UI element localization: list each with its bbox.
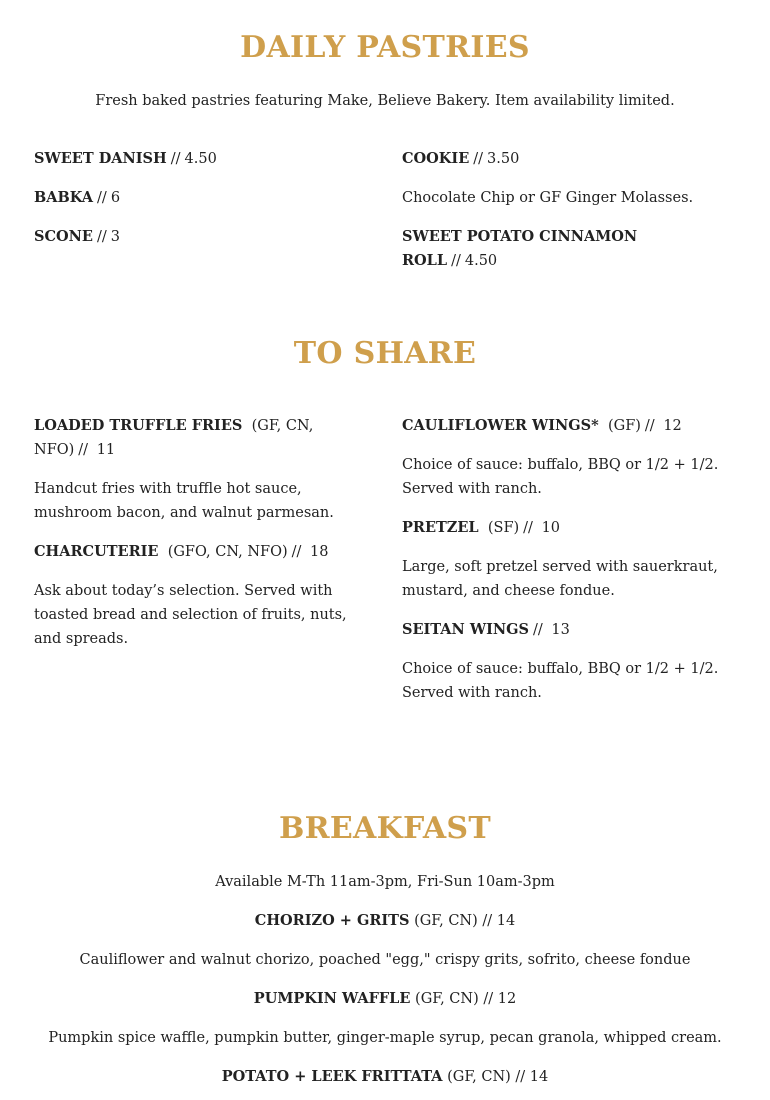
menu-item-truffle-fries: [34, 414, 359, 462]
separator: //: [96, 229, 107, 245]
charcuterie-description: Ask about today’s selection. Served with toasted bread and selection of fruits, nuts, and spreads.: [34, 583, 347, 647]
item-price: 3.50: [487, 151, 520, 167]
seitan-wings-description: Choice of sauce: buffalo, BBQ or 1/2 + 1/2. Served with ranch.: [402, 661, 719, 701]
separator: //: [78, 442, 89, 458]
separator: //: [291, 544, 302, 560]
item-name: SCONE: [34, 228, 93, 245]
item-tags: (GF, CN, NFO): [34, 418, 314, 458]
chorizo-grits-description: Cauliflower and walnut chorizo, poached "egg," crispy grits, sofrito, cheese fondue: [79, 952, 691, 968]
separator: //: [533, 622, 543, 638]
item-price: 12: [663, 418, 682, 434]
item-name: COOKIE: [402, 150, 470, 167]
separator: //: [451, 253, 461, 269]
separator: //: [644, 418, 655, 434]
item-tags: (GF): [607, 418, 641, 434]
item-tags-price: (GF, CN) // 12: [415, 991, 517, 1007]
item-name: BABKA: [34, 189, 94, 206]
item-name: CAULIFLOWER WINGS*: [402, 417, 599, 434]
section-title-share: TO SHARE: [293, 336, 477, 371]
item-name: PRETZEL: [402, 519, 479, 536]
item-tags: (GFO, CN, NFO): [167, 544, 288, 560]
item-name: LOADED TRUFFLE FRIES: [34, 417, 243, 434]
menu-item-cookie: [402, 147, 737, 171]
item-price: 11: [96, 442, 116, 458]
item-price: 4.50: [184, 151, 217, 167]
menu-item-pumpkin-waffle: [0, 987, 770, 1011]
item-price: 13: [551, 622, 570, 638]
item-name: CHARCUTERIE: [34, 543, 159, 560]
cauliflower-wings-description: Choice of sauce: buffalo, BBQ or 1/2 + 1/2. Served with ranch.: [402, 457, 719, 497]
breakfast-hours: Available M-Th 11am-3pm, Fri-Sun 10am-3pm: [215, 874, 555, 890]
cookie-description: Chocolate Chip or GF Ginger Molasses.: [402, 190, 694, 206]
menu-item-pretzel: [402, 516, 737, 540]
item-price: 10: [541, 520, 561, 536]
menu-item-cauliflower-wings: [402, 414, 737, 438]
item-name: PUMPKIN WAFFLE: [253, 990, 411, 1007]
menu-item-sweet-danish: [34, 147, 359, 171]
separator: //: [473, 151, 484, 167]
item-tags-price: (GF, CN) // 14: [414, 913, 516, 929]
item-name: POTATO + LEEK FRITTATA: [221, 1068, 443, 1085]
menu-item-charcuterie: [34, 540, 359, 564]
menu-item-scone: [34, 225, 359, 249]
section-title-pastries: DAILY PASTRIES: [240, 30, 530, 65]
item-price: 6: [110, 190, 121, 206]
pretzel-description: Large, soft pretzel served with sauerkraut, mustard, and cheese fondue.: [402, 559, 718, 599]
separator: //: [523, 520, 533, 536]
separator: //: [97, 190, 107, 206]
menu-item-chorizo-grits: [0, 909, 770, 933]
truffle-fries-description: Handcut fries with truffle hot sauce, mushroom bacon, and walnut parmesan.: [34, 481, 334, 521]
menu-item-babka: [34, 186, 359, 210]
menu-item-frittata: [0, 1065, 770, 1089]
item-name: CHORIZO + GRITS: [254, 912, 410, 929]
menu-item-cinnamon-roll: [402, 225, 737, 273]
item-name: SWEET POTATO CINNAMON ROLL: [402, 228, 638, 269]
item-price: 4.50: [464, 253, 498, 269]
pumpkin-waffle-description: Pumpkin spice waffle, pumpkin butter, ginger-maple syrup, pecan granola, whipped cream.: [48, 1030, 722, 1046]
item-name: SEITAN WINGS: [402, 621, 530, 638]
separator: //: [170, 151, 181, 167]
section-title-breakfast: BREAKFAST: [278, 811, 491, 846]
pastries-intro: Fresh baked pastries featuring Make, Believe Bakery. Item availability limited.: [95, 93, 675, 109]
item-tags: (SF): [487, 520, 520, 536]
item-name: SWEET DANISH: [34, 150, 167, 167]
item-tags-price: (GF, CN) // 14: [447, 1069, 549, 1085]
item-price: 18: [310, 544, 329, 560]
item-price: 3: [110, 229, 120, 245]
menu-item-seitan-wings: [402, 618, 737, 642]
